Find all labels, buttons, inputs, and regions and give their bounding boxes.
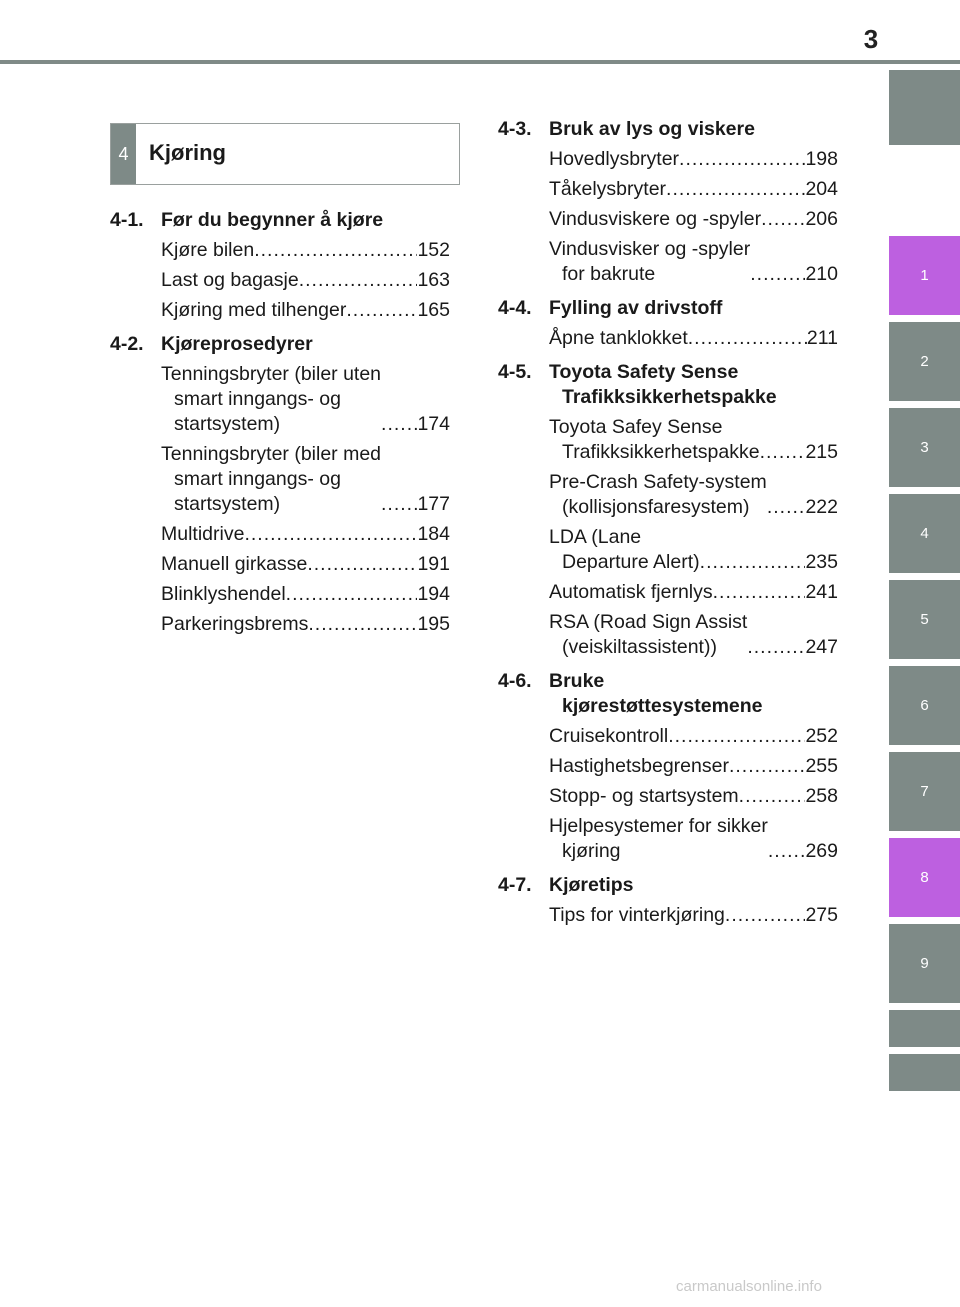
dot-leader [381, 492, 417, 517]
toc-entry[interactable] [549, 610, 838, 660]
toc-entry[interactable] [549, 415, 838, 465]
dot-leader [668, 724, 805, 749]
toc-entry[interactable] [549, 470, 838, 520]
dot-leader [739, 784, 806, 809]
chapter-title: Toyota Safety Sense Trafikksikkerhetspakke [549, 361, 777, 408]
dot-leader [254, 238, 417, 263]
section-title: Kjøring [149, 140, 226, 165]
page-ref: 194 [417, 583, 450, 605]
page-ref: 195 [417, 613, 450, 635]
toc-entry[interactable] [549, 207, 838, 232]
chapter-tab-6[interactable] [889, 666, 960, 745]
toc-entry[interactable] [549, 237, 838, 287]
toc-entry[interactable] [549, 784, 838, 809]
entry-title: Toyota Safey Sense Trafikksikkerhetspakke [549, 416, 760, 463]
chapter-title: Kjøreprosedyrer [161, 333, 313, 355]
dot-leader [381, 412, 417, 437]
toc-entry[interactable] [549, 147, 838, 172]
page-number: 3 [863, 24, 879, 54]
entry-title: Automatisk fjernlys [549, 581, 713, 603]
page-ref: 252 [805, 725, 838, 747]
chapter-title: Bruk av lys og viskere [549, 118, 755, 140]
section-header [110, 123, 460, 185]
page-ref: 255 [805, 755, 838, 777]
chapter-tab-blank-2[interactable] [889, 1054, 960, 1091]
toc-entry[interactable] [549, 525, 838, 575]
entry-title: Cruisekontroll [549, 725, 669, 747]
toc-chapter[interactable] [498, 669, 838, 719]
entry-title: Hastighetsbegrenser [549, 755, 729, 777]
toc-entry[interactable] [161, 522, 450, 547]
chapter-tab-1[interactable] [889, 236, 960, 315]
toc-entry[interactable] [549, 326, 838, 351]
header-rule [0, 60, 960, 64]
toc-chapter[interactable] [498, 873, 838, 898]
toc-entry[interactable] [161, 298, 450, 323]
dot-leader [307, 552, 417, 577]
entry-title: Parkeringsbrems [161, 613, 309, 635]
entry-title: Multidrive [161, 523, 245, 545]
toc-entry[interactable] [161, 442, 450, 517]
chapter-tab-3[interactable] [889, 408, 960, 487]
page-ref: 177 [417, 493, 450, 515]
chapter-number: 4-4. [498, 297, 532, 319]
chapter-title: Før du begynner å kjøre [161, 209, 384, 231]
chapter-title: Bruke kjørestøttesystemene [549, 670, 763, 717]
entry-title: Tenningsbryter (biler uten smart inngangs- og startsystem) [161, 363, 382, 435]
page-ref: 210 [805, 263, 838, 285]
chapter-tab-label: 6 [920, 697, 929, 714]
entry-title: Last og bagasje [161, 269, 299, 291]
entry-title: Kjøre bilen [161, 239, 255, 261]
dot-leader [286, 582, 418, 607]
toc-entry[interactable] [549, 724, 838, 749]
entry-title: Stopp- og startsystem [549, 785, 739, 807]
chapter-tab-8[interactable] [889, 838, 960, 917]
chapter-tab-blank-top[interactable] [889, 70, 960, 145]
entry-title: Tåkelysbryter [549, 178, 667, 200]
dot-leader [729, 754, 806, 779]
chapter-number: 4-2. [110, 333, 144, 355]
dot-leader [760, 440, 806, 465]
toc-entry[interactable] [161, 582, 450, 607]
chapter-tab-label: 7 [920, 783, 929, 800]
toc-chapter[interactable] [498, 360, 838, 410]
entry-title: Manuell girkasse [161, 553, 308, 575]
dot-leader [679, 147, 805, 172]
entry-title: Blinklyshendel [161, 583, 286, 605]
dot-leader [767, 495, 806, 520]
toc-entry[interactable] [161, 612, 450, 637]
page-ref: 215 [805, 441, 838, 463]
dot-leader [346, 298, 417, 323]
chapter-tab-9[interactable] [889, 924, 960, 1003]
entry-title: LDA (Lane Departure Alert) [549, 526, 700, 573]
chapter-tab-label: 9 [920, 955, 929, 972]
chapter-number: 4-7. [498, 874, 532, 896]
dot-leader [761, 207, 805, 232]
page-ref: 152 [417, 239, 450, 261]
chapter-number: 4-1. [110, 209, 144, 231]
dot-leader [768, 839, 806, 864]
entry-title: Hovedlysbryter [549, 148, 680, 170]
toc-chapter[interactable] [110, 332, 450, 357]
page-ref: 241 [805, 581, 838, 603]
chapter-number: 4-5. [498, 361, 532, 383]
chapter-tab-label: 4 [920, 525, 929, 542]
chapter-title: Fylling av drivstoff [549, 297, 723, 319]
chapter-tab-label: 2 [920, 353, 929, 370]
dot-leader [747, 635, 805, 660]
dot-leader [750, 262, 805, 287]
entry-title: Tenningsbryter (biler med smart inngangs- og startsystem) [161, 443, 382, 515]
entry-title: Tips for vinterkjøring [549, 904, 725, 926]
page-ref: 258 [805, 785, 838, 807]
dot-leader [700, 550, 806, 575]
page-ref: 165 [417, 299, 450, 321]
dot-leader [244, 522, 417, 547]
toc-entry[interactable] [161, 552, 450, 577]
chapter-tab-label: 8 [920, 869, 929, 886]
page-ref: 275 [805, 904, 838, 926]
page-ref: 247 [805, 636, 838, 658]
entry-title: Kjøring med tilhenger [161, 299, 347, 321]
dot-leader [666, 177, 805, 202]
chapter-number: 4-3. [498, 118, 532, 140]
entry-title: Vindusviskere og -spyler [549, 208, 762, 230]
dot-leader [713, 580, 806, 605]
toc-entry[interactable] [549, 177, 838, 202]
page-ref: 174 [417, 413, 450, 435]
page-ref: 235 [805, 551, 838, 573]
toc-chapter[interactable] [498, 117, 838, 142]
chapter-tab-label: 3 [920, 439, 929, 456]
chapter-tab-label: 1 [920, 267, 929, 284]
toc-entry[interactable] [161, 268, 450, 293]
chapter-tab-5[interactable] [889, 580, 960, 659]
page-ref: 206 [805, 208, 838, 230]
toc-entry[interactable] [549, 903, 838, 928]
watermark: carmanualsonline.info [676, 1278, 822, 1295]
chapter-tab-blank-1[interactable] [889, 1010, 960, 1047]
chapter-tab-label: 5 [920, 611, 929, 628]
entry-title: Pre-Crash Safety-system (kollisjonsfaresystem) [549, 471, 767, 518]
chapter-tab-4[interactable] [889, 494, 960, 573]
toc-left-column [110, 208, 450, 637]
dot-leader [688, 326, 807, 351]
page-ref: 222 [805, 496, 838, 518]
entry-title: Åpne tanklokket [549, 327, 688, 349]
toc-entry[interactable] [549, 580, 838, 605]
toc-entry[interactable] [549, 814, 838, 864]
page-ref: 211 [806, 327, 838, 349]
entry-title: Hjelpesystemer for sikker kjøring [549, 815, 768, 862]
toc-entry[interactable] [161, 362, 450, 437]
entry-title: RSA (Road Sign Assist (veiskiltassistent)) [549, 611, 748, 658]
page-ref: 198 [805, 148, 838, 170]
dot-leader [308, 612, 417, 637]
section-number: 4 [111, 124, 136, 184]
dot-leader [725, 903, 806, 928]
toc-right-column [498, 117, 838, 928]
chapter-tab-2[interactable] [889, 322, 960, 401]
toc-entry[interactable] [161, 238, 450, 263]
chapter-tab-7[interactable] [889, 752, 960, 831]
page-ref: 204 [805, 178, 838, 200]
page-ref: 191 [417, 553, 450, 575]
page-ref: 269 [805, 840, 838, 862]
toc-chapter[interactable] [110, 208, 450, 233]
chapter-title: Kjøretips [549, 874, 634, 896]
dot-leader [299, 268, 418, 293]
page-ref: 184 [417, 523, 450, 545]
page-ref: 163 [417, 269, 450, 291]
entry-title: Vindusvisker og -spyler for bakrute [549, 238, 751, 285]
toc-chapter[interactable] [498, 296, 838, 321]
toc-entry[interactable] [549, 754, 838, 779]
chapter-number: 4-6. [498, 670, 532, 692]
